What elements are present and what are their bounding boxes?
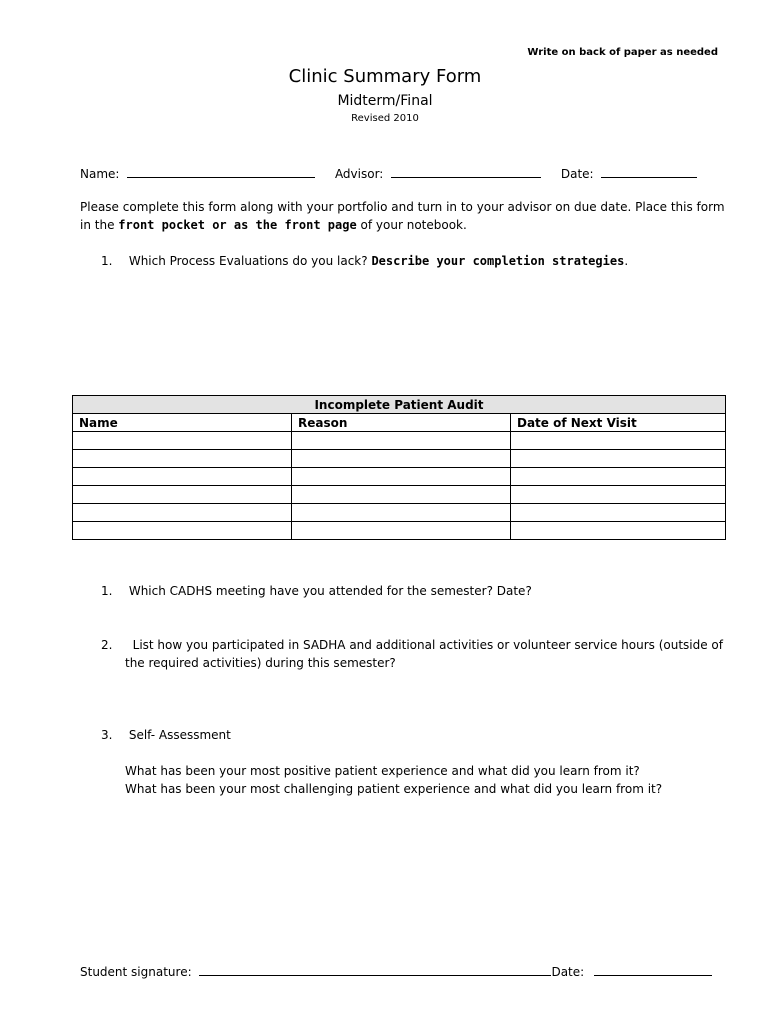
signature-date-label: Date: [551, 965, 585, 979]
advisor-field[interactable] [391, 164, 541, 178]
table-cell[interactable] [73, 486, 292, 504]
question-text: Which Process Evaluations do you lack? [128, 254, 368, 268]
column-header-name: Name [73, 414, 292, 432]
table-cell[interactable] [73, 468, 292, 486]
table-cell[interactable] [73, 450, 292, 468]
table-cell[interactable] [292, 522, 511, 540]
signature-label: Student signature: [80, 965, 192, 979]
date-field[interactable] [601, 164, 697, 178]
question-text: List how you participated in SADHA and additional activities or volunteer service hours (outside of [128, 638, 723, 652]
name-field[interactable] [127, 164, 315, 178]
table-cell[interactable] [73, 504, 292, 522]
instructions-suffix: of your notebook. [360, 218, 467, 232]
question-sadha-participation [101, 638, 723, 652]
audit-table-title: Incomplete Patient Audit [73, 396, 726, 414]
signature-row [80, 962, 712, 979]
table-cell[interactable] [511, 468, 726, 486]
date-label: Date: [560, 167, 594, 181]
question-self-assessment [101, 728, 231, 742]
question-emphasis: Describe your completion strategies [371, 254, 625, 268]
self-assessment-challenging: What has been your most challenging patient experience and what did you learn from it? [125, 782, 663, 796]
question-number: 2. [101, 638, 113, 652]
table-cell[interactable] [511, 522, 726, 540]
column-header-date-next-visit: Date of Next Visit [511, 414, 726, 432]
table-row [73, 522, 726, 540]
table-cell[interactable] [511, 450, 726, 468]
table-cell[interactable] [292, 468, 511, 486]
question-text: Which CADHS meeting have you attended for the semester? Date? [128, 584, 532, 598]
table-cell[interactable] [292, 432, 511, 450]
question-cadhs-meeting [101, 584, 532, 598]
table-row [73, 468, 726, 486]
advisor-label: Advisor: [334, 167, 384, 181]
form-subtitle: Midterm/Final [337, 93, 433, 109]
question-text: Self- Assessment [128, 728, 231, 742]
table-cell[interactable] [511, 504, 726, 522]
table-cell[interactable] [511, 432, 726, 450]
table-row [73, 486, 726, 504]
table-cell[interactable] [511, 486, 726, 504]
question-end: . [624, 254, 629, 268]
self-assessment-positive: What has been your most positive patient experience and what did you learn from it? [125, 764, 640, 778]
table-row [73, 450, 726, 468]
question-number: 1. [101, 254, 113, 268]
header-fields-row [80, 164, 697, 181]
table-row [73, 432, 726, 450]
column-header-reason: Reason [292, 414, 511, 432]
margin-note: Write on back of paper as needed [527, 47, 718, 58]
question-process-evaluations [101, 254, 628, 268]
table-cell[interactable] [73, 522, 292, 540]
instructions-emphasis: front pocket or as the front page [118, 218, 357, 232]
signature-field[interactable] [199, 962, 551, 976]
table-cell[interactable] [292, 486, 511, 504]
table-cell[interactable] [73, 432, 292, 450]
form-title: Clinic Summary Form [288, 66, 482, 87]
question-number: 3. [101, 728, 113, 742]
signature-date-field[interactable] [594, 962, 712, 976]
instructions-line-1: Please complete this form along with your portfolio and turn in to your advisor on due date. Place this form [80, 200, 725, 214]
question-sadha-continuation: the required activities) during this semester? [125, 656, 396, 670]
revision-note: Revised 2010 [351, 113, 419, 124]
incomplete-patient-audit-table [72, 395, 726, 540]
table-cell[interactable] [292, 450, 511, 468]
table-cell[interactable] [292, 504, 511, 522]
table-row [73, 504, 726, 522]
question-number: 1. [101, 584, 113, 598]
instructions-line-2 [80, 218, 467, 232]
instructions-prefix: in the [80, 218, 115, 232]
name-label: Name: [80, 167, 120, 181]
